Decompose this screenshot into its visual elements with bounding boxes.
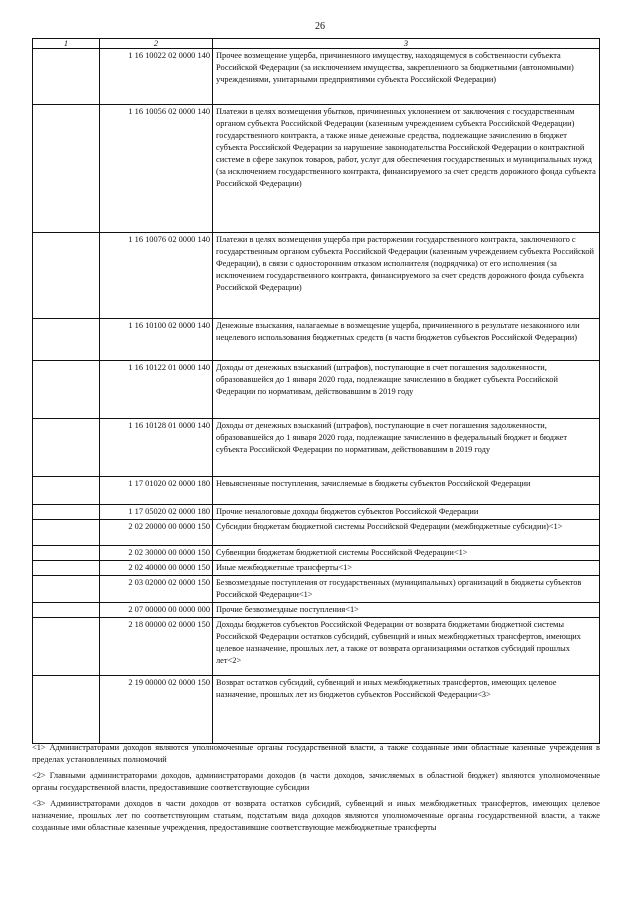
column-header-2: 2 — [100, 39, 213, 49]
income-code: 2 02 30000 00 0000 150 — [100, 546, 213, 561]
income-code: 1 16 10076 02 0000 140 — [100, 233, 213, 319]
column-header-1: 1 — [33, 39, 100, 49]
page-number: 26 — [315, 21, 325, 32]
income-description: Прочие неналоговые доходы бюджетов субъектов Российской Федерации — [213, 505, 600, 520]
table-row — [33, 576, 600, 603]
income-description: Прочее возмещение ущерба, причиненного имуществу, находящемуся в собственности субъекта Российской Федерации (за исключением имущества, закрепленного за бюджетными (автономными) учреждениями, унитарными предприятиями субъекта Российской Федерации) — [213, 49, 600, 105]
income-description: Платежи в целях возмещения ущерба при расторжении государственного контракта, заключенного с государственным органом субъекта Российской Федерации (казенным учреждением субъекта Российской Федерации), в связи с односторонним отказом исполнителя (подрядчика) от его исполнения (за исключением государственного контракта, финансируемого за счет средств дорожного фонда субъекта Российской Федерации) — [213, 233, 600, 319]
admin-cell — [33, 618, 100, 676]
income-codes-table — [32, 38, 600, 744]
income-description: Субсидии бюджетам бюджетной системы Российской Федерации (межбюджетные субсидии)<1> — [213, 520, 600, 546]
income-description: Доходы бюджетов субъектов Российской Федерации от возврата бюджетами бюджетной системы Российской Федерации остатков субсидий, субвенций и иных межбюджетных трансфертов, имеющих целевое назначение, прошлых лет, а также от возврата организациями остатков субсидий прошлых лет<2> — [213, 618, 600, 676]
income-description: Прочие безвозмездные поступления<1> — [213, 603, 600, 618]
admin-cell — [33, 49, 100, 105]
table-row — [33, 618, 600, 676]
admin-cell — [33, 603, 100, 618]
admin-cell — [33, 520, 100, 546]
admin-cell — [33, 676, 100, 744]
admin-cell — [33, 105, 100, 233]
income-description: Платежи в целях возмещения убытков, причиненных уклонением от заключения с государственным органом субъекта Российской Федерации (казенным учреждением субъекта Российской Федерации) государственного контракта, а также иные денежные средства, подлежащие зачислению в бюджет субъекта Российской Федерации за нарушение законодательства Российской Федерации о контрактной системе в сфере закупок товаров, работ, услуг для обеспечения государственных и муниципальных нужд (за исключением государственного контракта, финансируемого за счет средств дорожного фонда субъекта Российской Федерации) — [213, 105, 600, 233]
table-row — [33, 561, 600, 576]
admin-cell — [33, 561, 100, 576]
income-code: 1 16 10056 02 0000 140 — [100, 105, 213, 233]
admin-cell — [33, 361, 100, 419]
table-row — [33, 419, 600, 477]
admin-cell — [33, 419, 100, 477]
income-code: 1 17 05020 02 0000 180 — [100, 505, 213, 520]
income-description: Доходы от денежных взысканий (штрафов), поступающие в счет погашения задолженности, образовавшейся до 1 января 2020 года, подлежащие зачислению в федеральный бюджет и бюджет субъекта Российской Федерации по нормативам, действовавшим в 2019 году — [213, 419, 600, 477]
income-code: 1 16 10128 01 0000 140 — [100, 419, 213, 477]
income-description: Иные межбюджетные трансферты<1> — [213, 561, 600, 576]
table-row — [33, 505, 600, 520]
footnotes — [32, 742, 600, 838]
admin-cell — [33, 546, 100, 561]
table-row — [33, 319, 600, 361]
table-row — [33, 603, 600, 618]
table-row — [33, 105, 600, 233]
table-row — [33, 233, 600, 319]
table-row — [33, 361, 600, 419]
income-description: Возврат остатков субсидий, субвенций и иных межбюджетных трансфертов, имеющих целевое назначение, прошлых лет из бюджетов субъектов Российской Федерации<3> — [213, 676, 600, 744]
income-code: 2 02 40000 00 0000 150 — [100, 561, 213, 576]
admin-cell — [33, 233, 100, 319]
footnote-1: <1> Администраторами доходов являются уполномоченные органы государственной власти, а также созданные ими областные казенные учреждения в пределах установленных полномочий — [32, 743, 600, 764]
admin-cell — [33, 505, 100, 520]
income-code: 1 16 10122 01 0000 140 — [100, 361, 213, 419]
table-row — [33, 477, 600, 505]
income-description: Доходы от денежных взысканий (штрафов), поступающие в счет погашения задолженности, образовавшейся до 1 января 2020 года, подлежащие зачислению в бюджет субъекта Российской Федерации по нормативам, действовавшим в 2019 году — [213, 361, 600, 419]
income-code: 1 17 01020 02 0000 180 — [100, 477, 213, 505]
income-code: 2 02 20000 00 0000 150 — [100, 520, 213, 546]
income-description: Невыясненные поступления, зачисляемые в бюджеты субъектов Российской Федерации — [213, 477, 600, 505]
footnote-2: <2> Главными администраторами доходов, администраторами доходов (в части доходов, зачисляемых в областной бюджет) являются уполномоченные органы государственной власти, предоставившие соответствующие субсидии — [32, 771, 600, 792]
income-code: 2 07 00000 00 0000 000 — [100, 603, 213, 618]
income-description: Денежные взыскания, налагаемые в возмещение ущерба, причиненного в результате незаконного или нецелевого использования бюджетных средств (в части бюджетов субъектов Российской Федерации) — [213, 319, 600, 361]
admin-cell — [33, 576, 100, 603]
admin-cell — [33, 319, 100, 361]
income-code: 1 16 10100 02 0000 140 — [100, 319, 213, 361]
column-header-3: 3 — [213, 39, 600, 49]
table-row — [33, 49, 600, 105]
table-row — [33, 676, 600, 744]
income-description: Безвозмездные поступления от государственных (муниципальных) организаций в бюджеты субъектов Российской Федерации<1> — [213, 576, 600, 603]
admin-cell — [33, 477, 100, 505]
footnote-3: <3> Администраторами доходов в части доходов от возврата остатков субсидий, субвенций и иных межбюджетных трансфертов, имеющих целевое назначение, прошлых лет по соответствующим статьям, подстатьям вида доходов являются уполномоченные органы государственной власти, а также созданные ими областные казенные учреждения, предоставившие соответствующие межбюджетные трансферты — [32, 799, 600, 832]
income-code: 2 19 00000 02 0000 150 — [100, 676, 213, 744]
income-description: Субвенции бюджетам бюджетной системы Российской Федерации<1> — [213, 546, 600, 561]
income-code: 2 03 02000 02 0000 150 — [100, 576, 213, 603]
table-header-row — [33, 39, 600, 49]
table-row — [33, 520, 600, 546]
income-code: 1 16 10022 02 0000 140 — [100, 49, 213, 105]
income-code: 2 18 00000 02 0000 150 — [100, 618, 213, 676]
table-row — [33, 546, 600, 561]
